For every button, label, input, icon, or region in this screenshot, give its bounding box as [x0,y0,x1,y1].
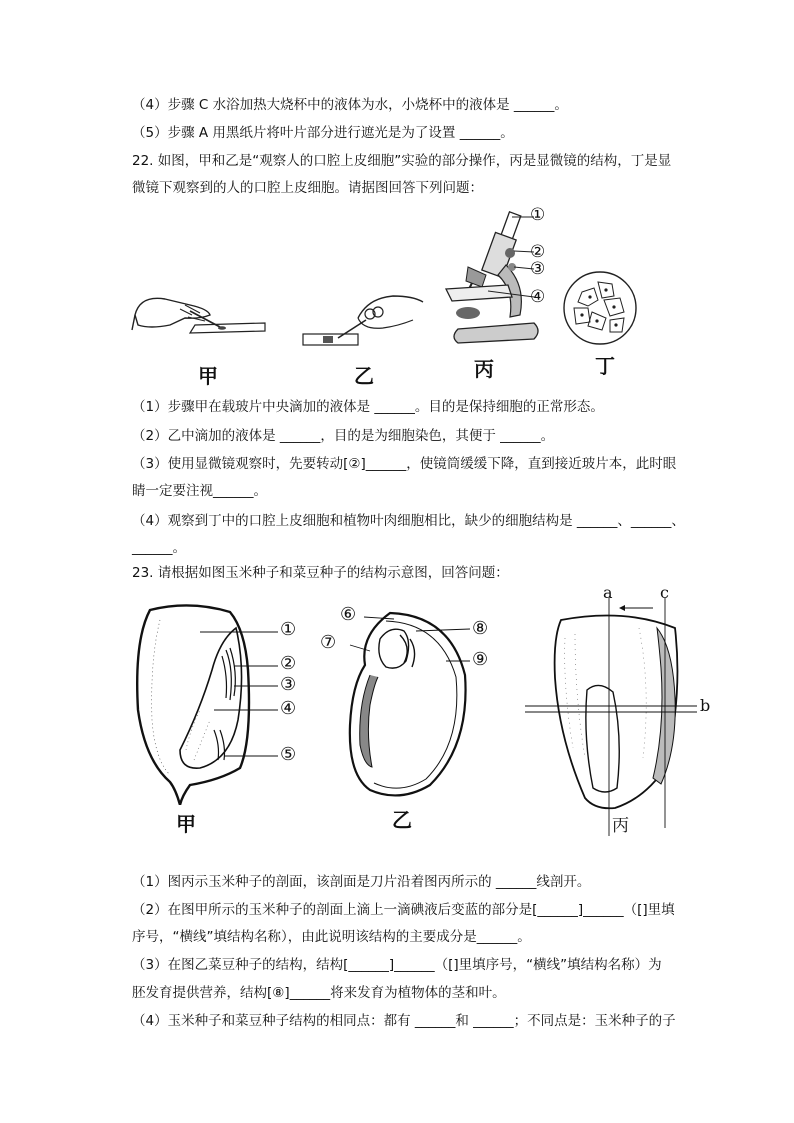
q23-sub-3a: （3）在图乙菜豆种子的结构，结构[______]______（[]里填序号，“横线”填结构名称）为 [132,957,662,973]
label-yi-22: 乙 [354,364,374,388]
label-jia-22: 甲 [198,364,218,388]
q22-sub-4a: （4）观察到丁中的口腔上皮细胞和植物叶肉细胞相比，缺少的细胞结构是 ______、______、 [132,513,685,529]
cut-line-b-label: b [700,696,711,715]
label-bing-22: 丙 [474,357,494,381]
figure-jia-dropping [130,285,270,345]
q21-line5: （5）步骤 A 用黑纸片将叶片部分进行遮光是为了设置 ______。 [132,125,514,141]
bean-label-8: ⑧ [472,618,489,639]
figure-yi-staining [298,290,428,350]
q22-sub-1: （1）步骤甲在载玻片中央滴加的液体是 ______。目的是保持细胞的正常形态。 [132,399,604,415]
microscope-label-2: ② [530,242,546,262]
label-yi-23: 乙 [392,808,412,832]
microscope-label-3: ③ [530,259,546,279]
q22-sub-2: （2）乙中滴加的液体是 ______，目的是为细胞染色，其便于 ______。 [132,428,555,444]
bean-label-9: ⑨ [472,649,489,670]
corn-label-4: ④ [280,698,297,719]
q21-line4: （4）步骤 C 水浴加热大烧杯中的液体为水，小烧杯中的液体是 ______。 [132,97,568,113]
cut-line-a-label: a [603,583,613,602]
q22-sub-4b: ______。 [132,540,186,556]
corn-label-3: ③ [280,674,297,695]
label-ding-22: 丁 [595,354,615,378]
q23-sub-4: （4）玉米种子和菜豆种子结构的相同点：都有 ______和 ______；不同点是：玉米种子的子 [132,1013,676,1029]
q22-stem-1: 22. 如图，甲和乙是“观察人的口腔上皮细胞”实验的部分操作，丙是显微镜的结构，丁是显 [132,153,672,169]
figure-bing-corn-kernel [525,588,715,838]
microscope-label-1: ① [530,205,546,225]
cut-line-c-label: c [660,583,669,602]
q22-sub-3b: 睛一定要注视______。 [132,483,267,499]
microscope-label-4: ④ [530,287,546,307]
figure-ding-cells [560,268,640,348]
q23-sub-2b: 序号，“横线”填结构名称），由此说明该结构的主要成分是______。 [132,929,531,945]
q22-sub-3a: （3）使用显微镜观察时，先要转动[②]______，使镜筒缓缓下降，直到接近玻片本，此时眼 [132,456,677,472]
corn-label-5: ⑤ [280,744,297,765]
q23-stem: 23. 请根据如图玉米种子和菜豆种子的结构示意图，回答问题： [132,565,509,581]
label-bing-23: 丙 [612,816,629,836]
label-jia-23: 甲 [176,812,196,836]
bean-label-7: ⑦ [320,632,337,653]
corn-label-2: ② [280,653,297,674]
q23-sub-3b: 胚发育提供营养，结构[⑧]______将来发育为植物体的茎和叶。 [132,985,506,1001]
q22-stem-2: 微镜下观察到的人的口腔上皮细胞。请据图回答下列问题： [132,180,483,196]
corn-label-1: ① [280,619,297,640]
q23-sub-2a: （2）在图甲所示的玉米种子的剖面上滴上一滴碘液后变蓝的部分是[______]______（[]里填 [132,902,675,918]
q23-sub-1: （1）图丙示玉米种子的剖面，该剖面是刀片沿着图丙所示的 ______线剖开。 [132,874,591,890]
bean-label-6: ⑥ [340,604,357,625]
